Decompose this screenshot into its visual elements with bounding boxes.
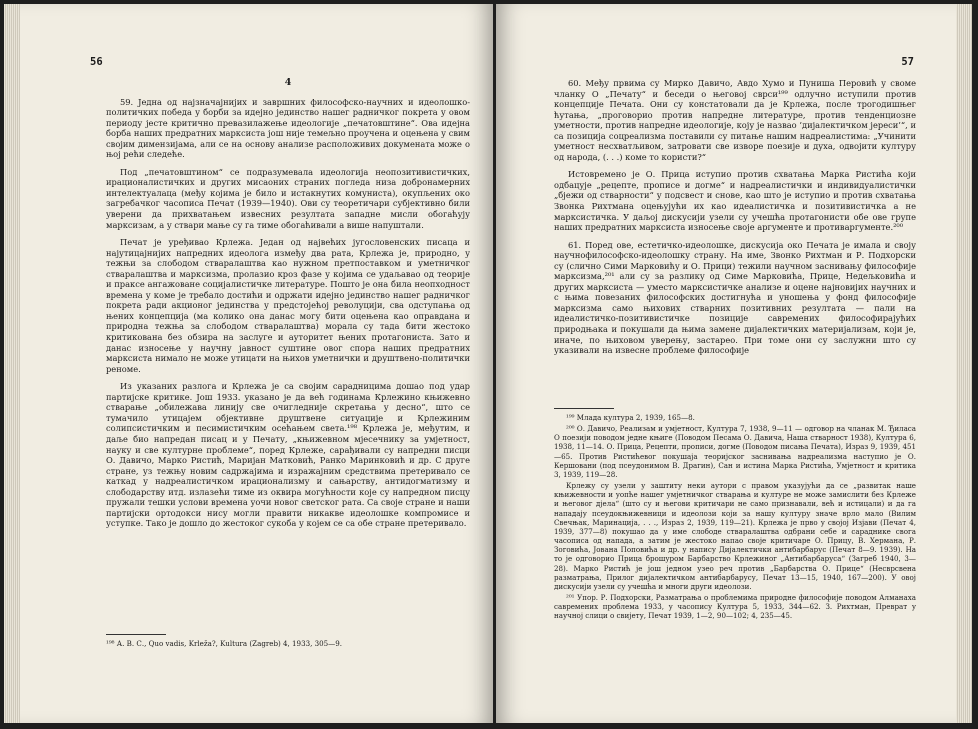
page-edge-lines	[956, 4, 972, 723]
right-page	[496, 4, 972, 723]
page-number: 56	[90, 56, 103, 68]
paragraph: Из указаних разлога и Крлежа је са својим сарадницима дошао под удар партијске критике. Још 1933. указано је да већ годинама Крлежино књижевно стварање „обилежава линију све очигледније скретања у десно“, што се тумачило утицајем објективне друштвене ситуације и Крлежиним солипсистичким и песимистичким осећањем света.¹⁹⁸ Крлежа је, међутим, и даље био напредан писац и у Печату, „књижевном мјесечнику за умјетност, науку и све културне проблеме“, поред Крлеже, сарађивали су напредни писци О. Давичо, Марко Ристић, Маријан Матковић, Ранко Маринковић и др. С друге стране, уз тежњу новим садржајима и изражајним средствима претеривало се каткад у надреалистичком ирационализму и сањарству, антидогматизму и слободарству итд. излазећи тиме из оквира могућности које су напредном писцу пружали тешки услови времена уочи новог светског рата. Са своје стране и наши партијски ортодокси нису могли правити никакве идеолошке компромисе и уступке. Тако је дошло до жестоког сукоба у којем се са обе стране претеривало.	[106, 381, 470, 529]
footnote: ¹⁹⁸ А. В. С., Quo vadis, Krleža?, Kultura (Zagreb) 4, 1933, 305—9.	[106, 639, 343, 648]
footnote: ²⁰⁰ О. Давичо, Реализам и умјетност, Култура 7, 1938, 9—11 — одговор на чланак М. Ђиласа О поезији поводом једне књиге (Поводом Песама О. Давича, Наша стварност 1938), Култура 6, 1938, 11—14. О. Прица, Рецепти, прописи, догме (Поводом писања Печата), Израз 9, 1939, 451—65. Против Ристићевог покушаја теоријског заснивања надреализма наступио је О. Кершовани (под псеудонимом В. Драгин), Сан и истина Марка Ристића, Умјетност и критика 3, 1939, 119—28.	[554, 424, 916, 479]
right-footnotes	[554, 408, 916, 622]
paragraph: 61. Поред ове, естетичко-идеолошке, дискусија око Печата је имала и своју научнофилософско-идеолошку страну. На име, Звонко Рихтман и Р. Подхорски су (слично Сими Марковићу и О. Прици) тежили научном заснивању философије марксизма,²⁰¹ али су за разлику од Симе Марковића, Прице, Недељковића и других марксиста — уместо марксистичке анализе и оцене најновијих научних и с њима повезаних философских достигнућа и уношења у фонд философије марксизма само њихових стварних позитивних резултата — пали на идеалистичко-позитивистичке позиције савремених философирајућих природњака и покушали да њима замене дијалектичких материјализам, који је, иначе, по њиховом уверењу, застарео. При томе они су заслужни што су указивали на извесне проблеме философије	[554, 239, 916, 356]
right-text-column	[554, 78, 916, 363]
page-number: 57	[901, 56, 914, 68]
footnote: ²⁰¹ Упор. Р. Подхорски, Разматрања о проблемима природне философије поводом Алманаха савремених проблема 1933, у часопису Култура 5, 1933, 344—62. З. Рихтман, Преврат у научној слици о свијету, Печат 1939, 1—2, 90—102; 4, 235—45.	[554, 592, 916, 621]
footnote: ¹⁹⁹ Млада култура 2, 1939, 165—8.	[566, 413, 695, 422]
left-page	[4, 4, 493, 723]
page-edge-lines	[4, 4, 20, 723]
paragraph: Печат је уређивао Крлежа. Један од највећих југословенских писаца и најутицајнијих напредних идеолога између два рата, Крлежа је, природно, у тежњи за слободом стваралаштва као нужном претпоставком и уметничког стваралаштва и марксизма, пролазио кроз фазе у којима се удаљавао од теорије и праксе ангажоване социјалистичке литературе. Пошто је она била неопходност времена у коме је требало достићи и одржати идејно јединство нашег радничког покрета ради акционог јединства у предстојећој револуцији, сва одступања од њених концепција (ма колико она данас могу бити оцењена као оправдана и природна тежња за слободом стваралаштва) морала су тада бити жестоко критикована без обзира на заслуге и ауторитет њених протагониста. Зато и данас износење у научну јавност суштине овог спора наших предратних марксиста нимало не може утицати на њихов уметнички и друштвено-политички реноме.	[106, 237, 470, 374]
paragraph: 60. Међу првима су Мирко Давичо, Авдо Хумо и Пуниша Перовић у своме чланку О „Печату“ и беседи о његовој сврси¹⁹⁹ одлучно иступили против концепције Печата. Они су констатовали да је Крлежа, после трогодишњег ћутања, „проговорио против напредне литературе, против тенденциозне уметности, против напредне идеологије, коју је назвао ’дијалектичком јереси’“, и са позиција соцреализма поставили су питање нашим надреалистима: „Учинити уметност несхватљивом, затровати све изворе поезије и духа, одвојити културу од народа, (. . .) коме то користи?“	[554, 78, 916, 162]
section-number: 4	[284, 77, 292, 88]
paragraph: Истовремено је О. Прица иступио против схватања Марка Ристића који одбацује „рецепте, прописе и догме“ и надреалистички и индивидуалистички „бјежи од стварности“ у подсвест и снове, као што је иступио и против схватања Звонка Рихтмана оцењујући их као идеалистичка и позитивистичка а не марксистичка. У даљој дискусији узели су учешћа протагонисти обе ове групе наших предратних марксиста износење своје аргументе и противаргументе.²⁰⁰	[554, 169, 916, 233]
footnote-rule	[106, 634, 166, 635]
paragraph: Под „печатовштином“ се подразумевала идеологија неопозитивистичких, ирационалистичких и других мисаоних страних погледа низа добронамерних интелектуалаца (међу којима је било и истакнутих комуниста), окупљених око загребачког часописа Печат (1939—1940). Ови су теоретичари субјективно били уверени да прихватањем извесних резултата западне мисли обогаћују марксизам, а у ствари мање су га тиме обогаћивали а више напуштали.	[106, 166, 470, 230]
footnote-rule	[554, 408, 614, 409]
paragraph: 59. Једна од најзначајнијих и завршних философско-научних и идеолошко-политичких победа у борби за идејно јединство нашег радничког покрета у овом периоду јесте критично превазилажење идеологије „печатовштине“. Ова идејна борба наших предратних марксиста још није темељно проучена и оцењена у свим својим димензијама, али се на основу анализе расположивих докумената може о њој рећи следеће.	[106, 96, 470, 160]
left-footnotes	[106, 634, 470, 650]
footnote: Крлежу су узели у заштиту неки аутори с правом указујући да се „развитак наше књижевности и уопће нашег умјетничког стварања и културе не може замислити без Крлеже и његовог дјела“ (што су и његови критичари не само признавали, већ и истицали) и да га нападају псеудокњижевници и идеолози који за нашу културу значе врло мало (Вилим Свечњак, Маринација, . . ., Израз 2, 1939, 119—21). Крлежа је прво у својој Изјави (Печат 4, 1939, 377—8) покушао да у име слободе стваралаштва одбрани себе и сараднике свога часописа од напада, а затим је жестоко напао своје критичаре О. Прицу, В. Хермана, Р. Зоговића, Јована Поповића и др. у напису Дијалектички антибарбарус (Печат 8—9. 1939). На то је одговорио Прица брошуром Барбарство Крлежиног „Антибарбаруса“ (Загреб 1940, 3—28). Марко Ристић је још једном узео реч против „Барбарства О. Прице“ (Несврсвена разматрања, Прилог дијалектичком антибарбарусу, Печат 13—15, 1940, 167—200). У овој дискусији узели су учешћа и многи други идеолози.	[554, 481, 916, 591]
left-text-column	[106, 78, 470, 536]
